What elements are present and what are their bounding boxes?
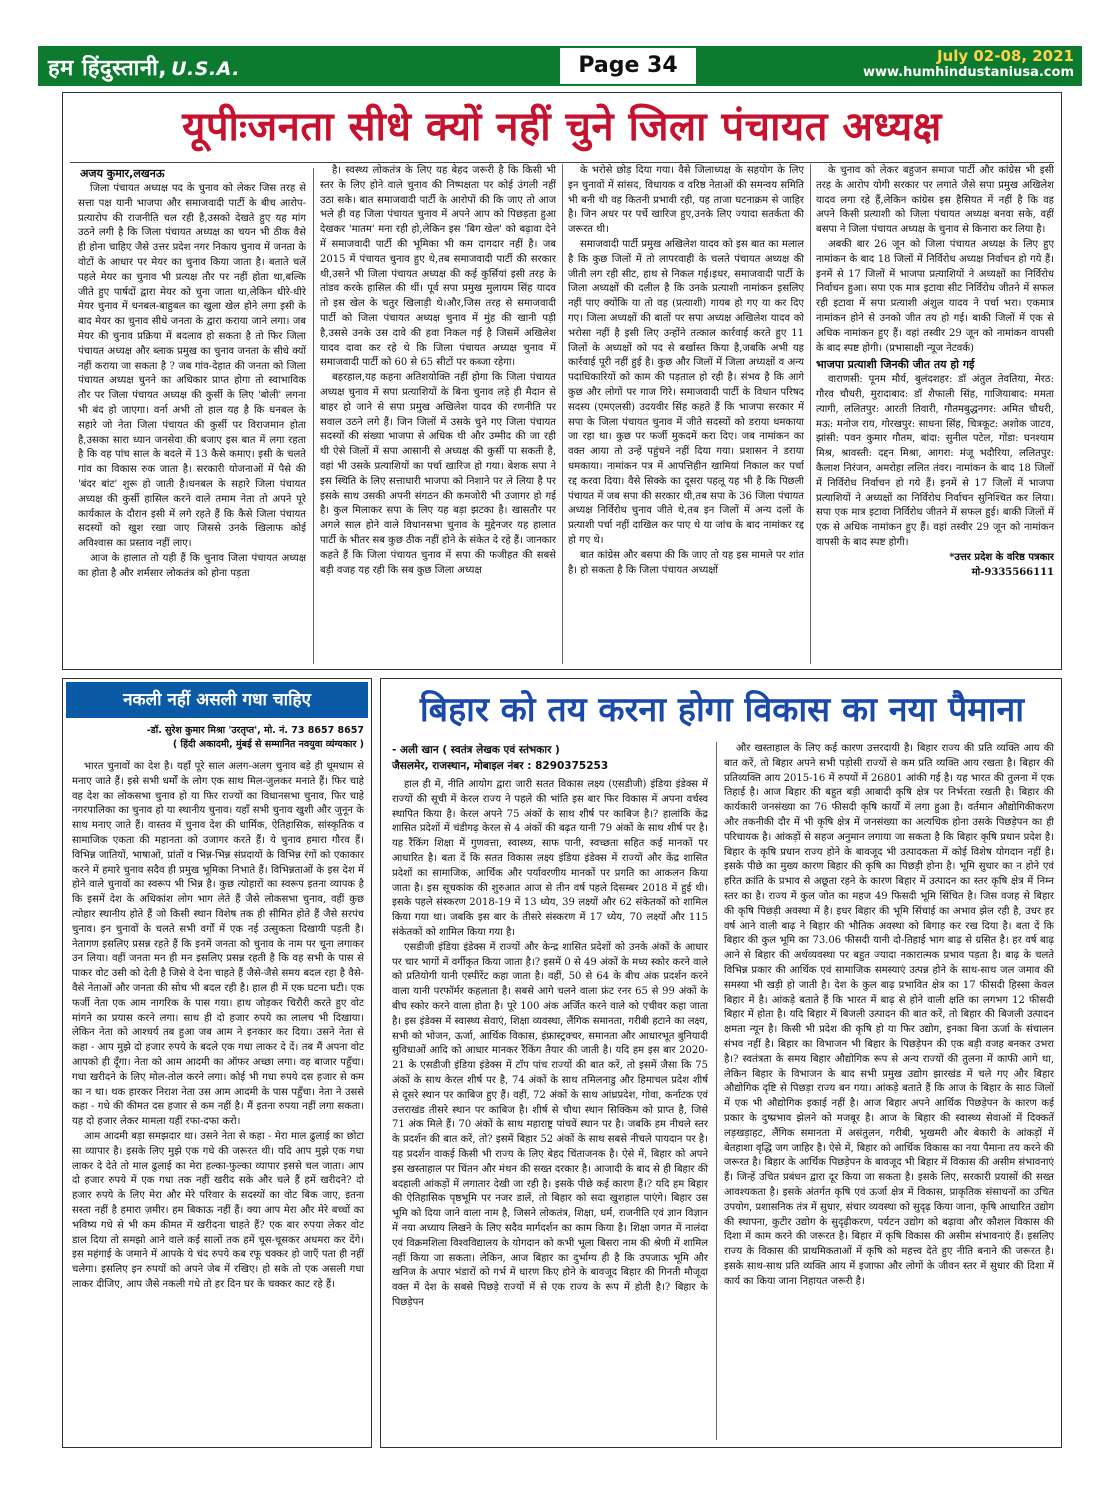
paragraph: अबकी बार 26 जून को जिला पंचायत अध्यक्ष के लिए हुए नामांकन के बाद 18 जिलों में निर्विरोध अध्यक्ष निर्वाचन हो गये हैं। इनमें से 17 जिलों में भाजपा प्रत्याशियों ने अध्यक्षों का निर्विरोध निर्वाचन हुआ। सपा एक मात्र इटावा सीट निर्विरोध जीतने में सफल रही इटावा में सपा प्रत्याशी अंशुल यादव ने पर्चा भरा। एकमात्र नामांकन होने से उनको जीत तय हो गई। बाकी जिलों में एक से अधिक नामांकन हुए हैं। वहां तस्वीर 29 जून को नामांकन वापसी के बाद स्पष्ट होगी। (प्रभासाक्षी न्यूज नेटवर्क) — [816, 238, 1054, 354]
website-url[interactable]: www.humhindustaniusa.com — [862, 65, 1074, 80]
brand-suffix: U.S.A. — [171, 58, 240, 80]
headline-rule — [70, 162, 1054, 163]
paragraph: है। स्वस्थ्य लोकतंत्र के लिए यह बेहद जरूरी है कि किसी भी स्तर के लिए होने वाले चुनाव की निष्पक्षता पर कोई उंगली नहीं उठा सके। बात समाजवादी पार्टी के आरोपों की कि जाए तो आज भले ही वह जिला पंचायत चुनाव में अपने आप को पिछड़ता हुआ देखकर 'मातम' मना रही हो,लेकिन इस 'बिग खेल' को बढ़ावा देने में समाजवादी पार्टी की भूमिका भी कम दागदार नहीं है। जब 2015 में पंचायत चुनाव हुए थे,तब समाजवादी पार्टी की सरकार थी,उसने भी जिला पंचायत अध्यक्ष की कई कुर्सियां इसी तरह के तांडव करके हासिल की थीं। पूर्व सपा प्रमुख मुलायम सिंह यादव तो इस खेल के चतुर खिलाड़ी थे।और,जिस तरह से समाजवादी पार्टी को जिला पंचायत अध्यक्ष चुनाव में मुंह की खानी पड़ी है,उससे उनके उस दावे की हवा निकल गई है जिसमें अखिलेश यादव दावा कर रहे थे कि जिला पंचायत अध्यक्ष चुनाव में समाजवादी पार्टी को 60 से 65 सीटों पर कब्जा रहेगा। — [320, 165, 556, 369]
column-divider — [313, 168, 314, 664]
author-line: -डॉ. सुरेश कुमार मिश्रा 'उरतृप्त', मो. नं. 73 8657 8657 — [146, 725, 364, 736]
headline-bihar-development: बिहार को तय करना होगा विकास का नया पैमाना — [419, 690, 1025, 730]
column-divider — [562, 164, 563, 664]
author-credential: ( हिंदी अकादमी, मुंबई से सम्मानित नवयुवा व्यंग्यकार ) — [172, 739, 364, 750]
issue-info — [863, 47, 1074, 80]
byline-donkey-satire — [70, 724, 364, 752]
article2-body — [72, 760, 364, 1440]
article1-column-4 — [816, 164, 1054, 664]
headline-up-panchayat: यूपीःजनता सीधे क्यों नहीं चुने जिला पंचायत अध्यक्ष — [182, 104, 942, 150]
paragraph: भारत चुनावों का देश है। यहाँ पूरे साल अलग-अलग चुनाव बड़े ही धूमधाम से मनाए जाते हैं। इसे सभी धर्मों के लोग एक साथ मिल-जुलकर मनाते हैं। फिर चाहे वह देश का लोकसभा चुनाव हो या फिर राज्यों का विधानसभा चुनाव, फिर चाहे नगरपालिका का चुनाव हो या स्थानीय चुनाव। यहाँ सभी चुनाव खुशी और जुनून के साथ मनाए जाते हैं। वास्तव में चुनाव देश की धार्मिक, ऐतिहासिक, सांस्कृतिक व सामाजिक एकता की महानता को उजागर करते हैं। ये चुनाव हमारा गौरव हैं। विभिन्न जातियों, भाषाओं, प्रांतों व भिन्न-भिन्न संप्रदायों के विभिन्न रंगों को एकाकार करने में हमारे चुनाव सदैव ही प्रमुख भूमिका निभाते हैं। विभिन्नताओं के इस देश में होने वाले चुनावों का स्वरूप भी भिन्न है। कुछ त्योहारों का स्वरूप इतना व्यापक है कि इसमें देश के अधिकांश लोग भाग लेते हैं जैसे लोकसभा चुनाव, वहीं कुछ त्योहार स्थानीय होते हैं जो किसी स्थान विशेष तक ही सीमित होते हैं जैसे सरपंच चुनाव। इन चुनावों के चलते सभी वर्गों में एक नई उत्सुकता दिखायी पड़ती है। नेतागण इसलिए प्रसन्न रहते हैं कि इनमें जनता को चुनाव के नाम पर चूना लगाकर उन लिया। वहीं जनता मन ही मन इसलिए प्रसन्न रहती है कि वह सभी के पास से पाकर वोट उसी को देती है जिसे वे देना चाहते हैं जैसे-जैसे समय बदल रहा है वैसे-वैसे नेताओं और जनता की सोच भी बदल रही है। हाल ही में एक घटना घटी। एक फर्जी नेता एक आम नागरिक के पास गया। हाथ जोड़कर चिरौरी करते हुए वोट मांगने का प्रयास करने लगा। साथ ही दो हजार रुपये का लालच भी दिखाया। लेकिन नेता को आश्चर्य तब हुआ जब आम ने इनकार कर दिया। उसने नेता से कहा - आप मुझे दो हजार रुपये के बदले एक गधा लाकर दे दें। तब मैं अपना वोट आपको ही दूँगा। नेता को आम आदमी का ऑफर अच्छा लगा। वह बाजार पहुँचा। गधा खरीदने के लिए मोल-तोल करने लगा। कोई भी गधा रुपये दस हजार से कम का न था। थक हारकर निराश नेता उस आम आदमी के पास पहुँचा। नेता ने उससे कहा - गधे की कीमत दस हजार से कम नहीं है। मैं इतना रुपया नहीं लगा सकता। यह दो हजार लेकर मामला यहीं रफा-दफा करो। — [72, 761, 364, 1128]
paragraph: के भरोसे छोड़ दिया गया। वैसे जिलाध्यक्ष के सहयोग के लिए इन चुनावों में सांसद, विधायक व वरिष्ठ नेताओं की समन्वय समिति भी बनी थी वह कितनी प्रभावी रही, यह ताजा घटनाक्रम से जाहिर है। जिन अधर पर पर्चे खारिज हुए,उनके लिए ज्यादा सतर्कता की जरूरत थी। — [568, 165, 804, 236]
byline-bihar-development — [392, 742, 708, 774]
paragraph: जिला पंचायत अध्यक्ष पद के चुनाव को लेकर जिस तरह से सत्ता पक्ष यानी भाजपा और समाजवादी पार्टी के बीच आरोप-प्रत्यारोप की राजनीति चल रही है,उसको देखते हुए यह मांग उठने लगी है कि जिला पंचायत अध्यक्ष का चयन भी ठीक वैसे ही होना चाहिए जैसे उत्तर प्रदेश नगर निकाय चुनाव में जनता के वोटों के आधार पर मेयर का चुनाव किया जाता है। बताते चलें पहले मेयर का चुनाव भी प्रत्यक्ष तौर पर नहीं होता था,बल्कि जीते हुए पार्षदों द्वारा मेयर को चुना जाता था,लेकिन धीरे-धीरे मेयर चुनाव में धनबल-बाहुबल का खुला खेल होने लगा इसी के बाद मेयर का चुनाव सीधे जनता के द्वारा कराया जाने लगा। जब मेयर की चुनाव प्रक्रिया में बदलाव हो सकता है तो फिर जिला पंचायत अध्यक्ष और ब्लाक प्रमुख का चुनाव जनता के सीधे क्यों नहीं कराया जा सकता है ? जब गांव-देहात की जनता को जिला पंचायत अध्यक्ष चुनने का अधिकार प्राप्त होगा तो स्वाभाविक तौर पर जिला पंचायत अध्यक्ष की कुर्सी के लिए 'बोली' लगना भी बंद हो जाएगा। वर्ना अभी तो हाल यह है कि धनबल के सहारे जो नेता जिला पंचायत की कुर्सी पर विराजमान होता है,उसका सारा ध्यान जनसेवा की बजाए इस बात में लगा रहता है कि वह पांच साल के बदले में 13 कैसे कमाए। इसी के चलते गांव का विकास रुक जाता है। सरकारी योजनाओं में पैसे की 'बंदर बांट' शुरू हो जाती है।धनबल के सहारे जिला पंचायत अध्यक्ष की कुर्सी हासिल करने वाले तमाम नेता तो अपने पूरे कार्यकाल के दौरान इसी में लगे रहते हैं कि कैसे जिला पंचायत सदस्यों को खुश रखा जाए जिससे उनके खिलाफ कोई अविश्वास का प्रस्ताव नहीं लाए। — [78, 183, 306, 550]
paragraph: आज के हालात तो यही हैं कि चुनाव जिला पंचायत अध्यक्ष का होता है और शर्मसार लोकतंत्र को होना पड़ता — [78, 552, 306, 579]
article1-column-2 — [320, 164, 556, 664]
paragraph: आम आदमी बड़ा समझदार था। उसने नेता से कहा - मेरा माल ढुलाई का छोटा सा व्यापार है। इसके लिए मुझे एक गधे की जरूरत थी। यदि आप मुझे एक गधा लाकर दे देते तो माल ढुलाई का मेरा हल्का-फुल्का व्यापार इससे चल जाता। आप दो हजार रुपये में एक गधा तक नहीं खरीद सके और चले हैं हमें खरीदने? दो हजार रुपये के लिए मेरा और मेरे परिवार के सदस्यों का वोट बिक जाए, इतना सस्ता नहीं है हमारा ज़मीर। हम बिकाऊ नहीं हैं। क्या आप मेरा और मेरे बच्चों का भविष्य गधे से भी कम कीमत में खरीदना चाहते हैं? एक बार रुपया लेकर वोट डाल दिया तो समझो आने वाले कई सालों तक हमें चूस-चूसकर अधमरा कर देंगे। इस महंगाई के जमाने में आपके ये चंद रुपये कब रफू चक्कर हो जाएँ पता ही नहीं चलेगा। इसलिए इन रुपयों को अपने जेब में रखिए। हो सके तो एक असली गधा लाकर दीजिए, आप जैसे नकली गधे तो हर दिन घर के चक्कर काट रहे हैं। — [72, 1130, 364, 1290]
article3-column-1 — [392, 778, 708, 1440]
author-phone: मो-9335566111 — [971, 566, 1054, 578]
masthead-bar — [38, 46, 1082, 86]
author-location: जैसलमेर, राजस्थान, मोबाइल नंबर : 8290375253 — [392, 760, 609, 772]
paragraph: बात कांग्रेस और बसपा की कि जाए तो यह इस मामले पर शांत है। हो सकता है कि जिला पंचायत अध्यक्षों — [568, 549, 804, 576]
column-divider — [810, 164, 811, 664]
paragraph: एसडीजी इंडिया इंडेक्स में राज्यों और केन्द्र शासित प्रदेशों को उनके अंकों के आधार पर चार भागों में वर्गीकृत किया जाता है।? इसमें 0 से 49 अंकों के मध्य स्कोर करने वाले को प्रतियोगी यानी एस्पीरेंट कहा जाता है। वहीं, 50 से 64 के बीच अंक प्रदर्शन करने वाला यानी परफॉर्मर कहलाता है। सबसे आगे चलने वाला फ्रंट रनर 65 से 99 अंकों के बीच स्कोर करने वाला होता है। पूरे 100 अंक अर्जित करने वाले को एचीवर कहा जाता है। इस इंडेक्स में स्वास्थ्य सेवाएं, शिक्षा व्यवस्था, लैंगिक समानता, गरीबी हटाने का लक्ष्य, सभी को भोजन, ऊर्जा, आर्थिक विकास, इंफ्रास्ट्रक्चर, समानता और आधारभूत बुनियादी सुविधाओं आदि को आधार मानकर रैंकिंग तैयार की जाती है। यदि हम इस बार 2020-21 के एसडीजी इंडिया इंडेक्स में टॉप पांच राज्यों की बात करें, तो इसमें जैसा कि 75 अंकों के साथ केरल शीर्ष पर है, 74 अंकों के साथ तमिलनाडु और हिमाचल प्रदेश शीर्ष से दूसरे स्थान पर काबिज हुए हैं। वहीं, 72 अंकों के साथ आंध्रप्रदेश, गोवा, कर्नाटक एवं उत्तराखंड तीसरे स्थान पर काबिज है। शीर्ष से चौथा स्थान सिक्किम को प्राप्त है, जिसे 71 अंक मिले हैं। 70 अंकों के साथ महाराष्ट्र पांचवें स्थान पर है। जबकि हम नीचले स्तर के प्रदर्शन की बात करें, तो? इसमें बिहार 52 अंकों के साथ सबसे नीचले पायदान पर है। यह प्रदर्शन वाकई किसी भी राज्य के लिए बेहद चिंताजनक है। ऐसे में, बिहार को अपने इस खस्ताहाल पर चिंतन और मंथन की सख्त दरकार है। आजादी के बाद से ही बिहार की बदहाली आंकड़ों में लगातार देखी जा रही है। इसके पीछे कई कारण हैं।? यदि हम बिहार की ऐतिहासिक पृष्ठभूमि पर नजर डालें, तो बिहार को सदा खुशहाल पाएंगे। बिहार उस भूमि को दिया जाने वाला नाम है, जिसने लोकतंत्र, शिक्षा, धर्म, राजनीति एवं ज्ञान विज्ञान में नया अध्याय लिखने के लिए सदैव मार्गदर्शन का काम किया है। शिक्षा जगत में नालंदा एवं विक्रमशिला विश्वविद्यालय के योगदान को कभी भूला बिसरा नाम की श्रेणी में शामिल नहीं किया जा सकता। लेकिन, आज बिहार का दुर्भाग्य ही है कि उपजाऊ भूमि और खनिज के अपार भंडारों को गर्भ में धारण किए होने के बावजूद बिहार की गिनती मौजूदा वक्त में देश के सबसे पिछड़े राज्यों में से एक राज्य के रूप में होती है।? बिहार के पिछड़ेपन — [392, 941, 708, 1308]
paragraph: और खस्ताहाल के लिए कई कारण उत्तरदायी है। बिहार राज्य की प्रति व्यक्ति आय की बात करें, तो बिहार अपने सभी पड़ोसी राज्यों से कम प्रति व्यक्ति आय रखता है। बिहार की प्रतिव्यक्ति आय 2015-16 में रुपयों में 26801 आंकी गई है। यह भारत की तुलना में एक तिहाई है। आज बिहार की बहुत बड़ी आबादी कृषि क्षेत्र पर निर्भरता रखती है। बिहार की कार्यकारी जनसंख्या का 76 फीसदी कृषि कार्यों में लगा हुआ है। वर्तमान औद्योगिकीकरण और तकनीकी दौर में भी कृषि क्षेत्र में जनसंख्या का अत्यधिक होना उसके पिछड़ेपन का ही परिचायक है। आंकड़ों से सहज अनुमान लगाया जा सकता है कि बिहार कृषि प्रधान प्रदेश है। बिहार के कृषि प्रधान राज्य होने के बावजूद भी उत्पादकता में कोई विशेष योगदान नहीं है। इसके पीछे का मुख्य कारण बिहार की कृषि का पिछड़ी होना है। भूमि सुधार का न होने एवं हरित क्रांति के प्रभाव से अछूता रहने के कारण बिहार में उत्पादन का स्तर कृषि क्षेत्र में निम्न स्तर का है। राज्य में कुल जोत का महज 49 फिसदी भूमि सिंचित है। जिस वजह से बिहार की कृषि पिछड़ी अवस्था में है। इधर बिहार की भूमि सिंचाई का अभाव झेल रही है, उधर हर वर्ष आने वाली बाढ़ ने बिहार की भौतिक अवस्था को बिगाड़ कर रख दिया है। बता दें कि बिहार की कुल भूमि का 73.06 फीसदी यानी दो-तिहाई भाग बाढ़ से ग्रसित है। हर वर्ष बाढ़ आने से बिहार की अर्थव्यवस्था पर बहुत ज्यादा नकारात्मक प्रभाव पड़ता है। बाढ़ के चलते विभिन्न प्रकार की आर्थिक एवं सामाजिक समस्याएं उत्पन्न होने के साथ-साथ जल जमाव की समस्या भी खड़ी हो जाती है। देश के कुल बाढ़ प्रभावित क्षेत्र का 17 फीसदी हिस्सा केवल बिहार में है। आंकड़े बताते हैं कि भारत में बाढ़ से होने वाली क्षति का लगभग 12 फीसदी बिहार में होता है। यदि बिहार में बिजली उत्पादन की बात करें, तो बिहार की बिजली उत्पादन क्षमता न्यून है। किसी भी प्रदेश की कृषि हो या फिर उद्योग, इनका बिना ऊर्जा के संचालन संभव नहीं है। बिहार का विभाजन भी बिहार के पिछड़ेपन की एक बड़ी वजह बनकर उभरा है।? स्वतंत्रता के समय बिहार औद्योगिक रूप से अन्य राज्यों की तुलना में काफी आगे था, लेकिन बिहार के विभाजन के बाद सभी प्रमुख उद्योग झारखंड में चले गए और बिहार औद्योगिक दृष्टि से पिछड़ा राज्य बन गया। आंकड़े बताते हैं कि आज के बिहार के साठ जिलों में एक भी औद्योगिक इकाई नहीं है। आज बिहार अपने आर्थिक पिछड़ेपन के कारण कई प्रकार के दुष्प्रभाव झेलने को मजबूर है। आज के बिहार की स्वास्थ्य सेवाओं में दिक्कतें लड़खड़ाहट, लैंगिक समानता में असंतुलन, गरीबी, भुखमरी और बेकारी के आंकड़ों में बेतहाशा वृद्धि जग जाहिर है। ऐसे में, बिहार को आर्थिक विकास का नया पैमाना तय करने की जरूरत है। बिहार के आर्थिक पिछड़ेपन के बावजूद भी बिहार में विकास की असीम संभावनाएं हैं। जिन्हें उचित प्रबंधन द्वारा दूर किया जा सकता है। इसके लिए, सरकारी प्रयासों की सख्त आवश्यकता है। इसके अंतर्गत कृषि एवं ऊर्जा क्षेत्र में विकास, प्राकृतिक संसाधनों का उचित उपयोग, प्रशासनिक तंत्र में सुधार, संचार व्यवस्था को सुदृढ़ किया जाना, कृषि आधारित उद्योग की स्थापना, कुटीर उद्योग के सुदृढ़ीकरण, पर्यटन उद्योग को बढ़ावा और कौशल विकास की दिशा में काम करने की जरूरत है। बिहार में कृषि विकास की असीम संभावनाएं हैं। इसलिए राज्य के विकास की प्राथमिकताओं में कृषि को महत्त्व देते हुए नीति बनाने की जरूरत है। इसके साथ-साथ प्रति व्यक्ति आय में इजाफा और लोगों के जीवन स्तर में सुधार की दिशा में कार्य का किया जाना निहायत जरूरी है। — [724, 743, 1054, 1287]
article1-column-1 — [78, 182, 306, 664]
paragraph: हाल ही में, नीति आयोग द्वारा जारी सतत विकास लक्ष्य (एसडीजी) इंडिया इंडेक्स में राज्यों की सूची में केरल राज्य ने पहले की भांति इस बार फिर विकास में अपना वर्चस्व स्थापित किया है। केरल अपने 75 अंकों के साथ शीर्ष पर काबिज है।? हालांकि केंद्र शासित प्रदेशों में चंडीगढ़ केरल से 4 अंकों की बढ़त यानी 79 अंकों के साथ शीर्ष पर है। यह रैंकिंग शिक्षा में गुणवत्ता, स्वास्थ्य, साफ पानी, स्वच्छता सहित कई मानकों पर आधारित है। बता दें कि सतत विकास लक्ष्य इंडिया इंडेक्स में राज्यों और केंद्र शासित प्रदेशों का सामाजिक, आर्थिक और पर्यावरणीय मानकों पर प्रगति का आकलन किया जाता है। इस सूचकांक की शुरुआत आज से तीन वर्ष पहले दिसम्बर 2018 में हुई थी। इसके पहले संस्करण 2018-19 में 13 ध्येय, 39 लक्ष्यों और 62 संकेतकों को शामिल किया गया था। जबकि इस बार के तीसरे संस्करण में 17 ध्येय, 70 लक्ष्यों और 115 संकेतकों को शामिल किया गया है। — [392, 779, 708, 938]
paragraph: समाजवादी पार्टी प्रमुख अखिलेश यादव को इस बात का मलाल है कि कुछ जिलों में तो लापरवाही के चलते पंचायत अध्यक्ष की जीती लग रही सीट, हाथ से निकल गई।इधर, समाजवादी पार्टी के जिला अध्यक्षों की दलील है कि उनके प्रत्याशी नामांकन इसलिए नहीं पाए क्योंकि या तो वह (प्रत्याशी) गायब हो गए या कर दिए गए। जिला अध्यक्षों की बातों पर सपा अध्यक्ष अखिलेश यादव को भरोसा नहीं है इसी लिए उन्होंने तत्काल कार्रवाई करते हुए 11 जिलों के अध्यक्षों को पद से बर्खास्त किया है,जबकि अभी यह कार्रवाई पूरी नहीं हुई है। कुछ और जिलों में जिला अध्यक्षों व अन्य पदाधिकारियों को काम की पड़ताल हो रही है। संभव है कि आगे कुछ और लोगों पर गाज गिरे। समाजवादी पार्टी के विधान परिषद सदस्य (एमएलसी) उदयवीर सिंह कहते हैं कि भाजपा सरकार में सपा के जिला पंचायत चुनाव में जीते सदस्यों को डराया धमकाया जा रहा था। कुछ पर फर्जी मुकदमें करा दिए। जब नामांकन का वक्त आया तो उन्हें पहुंचने नहीं दिया गया। प्रशासन ने डराया धमकाया। नामांकन पत्र में आपत्तिहीन खामियां निकाल कर पर्चा रद्द करवा दिया। वैसे सिक्के का दूसरा पहलू यह भी है कि पिछली पंचायत में जब सपा की सरकार थी,तब सपा के 36 जिला पंचायत अध्यक्ष निर्विरोध चुनाव जीते थे,तब इन जिलों में अन्य दलों के प्रत्याशी पर्चा नहीं दाखिल कर पाए थे या जांच के बाद नामांकर रद्द हो गए थे। — [568, 238, 804, 546]
article3-column-2 — [724, 742, 1054, 1440]
paragraph: के चुनाव को लेकर बहुजन समाज पार्टी और कांग्रेस भी इसी तरह के आरोप योगी सरकार पर लगाते जैसे सपा प्रमुख अखिलेश यादव लगा रहे हैं,लेकिन कांग्रेस इस हैसियत में नहीं है कि वह अपने किसी प्रत्याशी को जिला पंचायत अध्यक्ष बनवा सके, वहीं बसपा ने जिला पंचायत अध्यक्ष के चुनाव से किनारा कर लिया है। — [816, 165, 1054, 236]
page-number: Page 34 — [558, 46, 698, 86]
headline-donkey-satire: नकली नहीं असली गधा चाहिए — [66, 682, 368, 718]
author-line: - अली खान ( स्वतंत्र लेखक एवं स्तंभकार ) — [392, 744, 560, 756]
brand-name: हम हिंदुस्तानी, — [48, 56, 168, 81]
column-divider — [716, 742, 717, 1440]
paragraph: वाराणसी: पूनम मौर्य, बुलंदशहर: डॉ अंतुल तेवतिया, मेरठ: गौरव चौधरी, मुरादाबाद: डॉ शैफाली सिंह, गाजियाबाद: ममता त्यागी, ललितपुर: आरती तिवारी, गौतमबुद्धनगर: अमित चौधरी, मऊ: मनोज राय, गोरखपुर: साधना सिंह, चित्रकूट: अशोक जाटव, झांसी: पवन कुमार गौतम, बांदा: सुनील पटेल, गोंडा: घनश्याम मिश्र, श्रावस्ती: दद्दन मिश्रा, आगरा: मंजू भदौरिया, ललितपुर: कैलाश निरंजन, अमरोहा ललित तंवर। नामांकन के बाद 18 जिलों में निर्विरोध निर्वाचन हो गये हैं। इनमें से 17 जिलों में भाजपा प्रत्याशियों ने अध्यक्षों का निर्विरोध निर्वाचन सुनिश्चित कर लिया। सपा एक मात्र इटावा निर्विरोध जीतने में सफल हुई। बाकी जिलों में एक से अधिक नामांकन हुए हैं। वहां तस्वीर 29 जून को नामांकन वापसी के बाद स्पष्ट होगी। — [816, 374, 1054, 548]
author-designation: *उत्तर प्रदेश के वरिष्ठ पत्रकार — [949, 551, 1054, 563]
newspaper-brand — [48, 52, 240, 82]
article1-column-3 — [568, 164, 804, 664]
byline-up-panchayat: अजय कुमार,लखनऊ — [80, 167, 165, 180]
paragraph: बहरहाल,यह कहना अतिशयोक्ति नहीं होगा कि जिला पंचायत अध्यक्ष चुनाव में सपा प्रत्याशियों के बिना चुनाव लड़े ही मैदान से बाहर हो जाने से सपा प्रमुख अखिलेश यादव की रणनीति पर सवाल उठने लगे हैं। जिन जिलों में उसके चुने गए जिला पंचायत सदस्यों की संख्या भाजपा से अधिक थी और उम्मीद की जा रही थी ऐसे जिलों में सपा आसानी से अध्यक्ष की कुर्सी पा सकती है, वहां भी उसके प्रत्याशियों का पर्चा खारिज हो गया। बेशक सपा ने इस स्थिति के लिए सत्ताधारी भाजपा को निशाने पर ले लिया है पर इसके साथ उसकी अपनी संगठन की कमजोरी भी उजागर हो गई है। कुल मिलाकर सपा के लिए यह बड़ा झटका है। खासतौर पर अगले साल होने वाले विधानसभा चुनाव के मुद्देनजर यह हालात पार्टी के भीतर सब कुछ ठीक नहीं होने के संकेत दे रहे हैं। जानकार कहते हैं कि जिला पंचायत चुनाव में सपा की फजीहत की सबसे बड़ी वजह यह रही कि सब कुछ जिला अध्यक्ष — [320, 372, 556, 576]
issue-date: July 02-08, 2021 — [936, 47, 1074, 65]
subheading-bjp-winners: भाजपा प्रत्याशी जिनकी जीत तय हो गई — [816, 358, 975, 372]
